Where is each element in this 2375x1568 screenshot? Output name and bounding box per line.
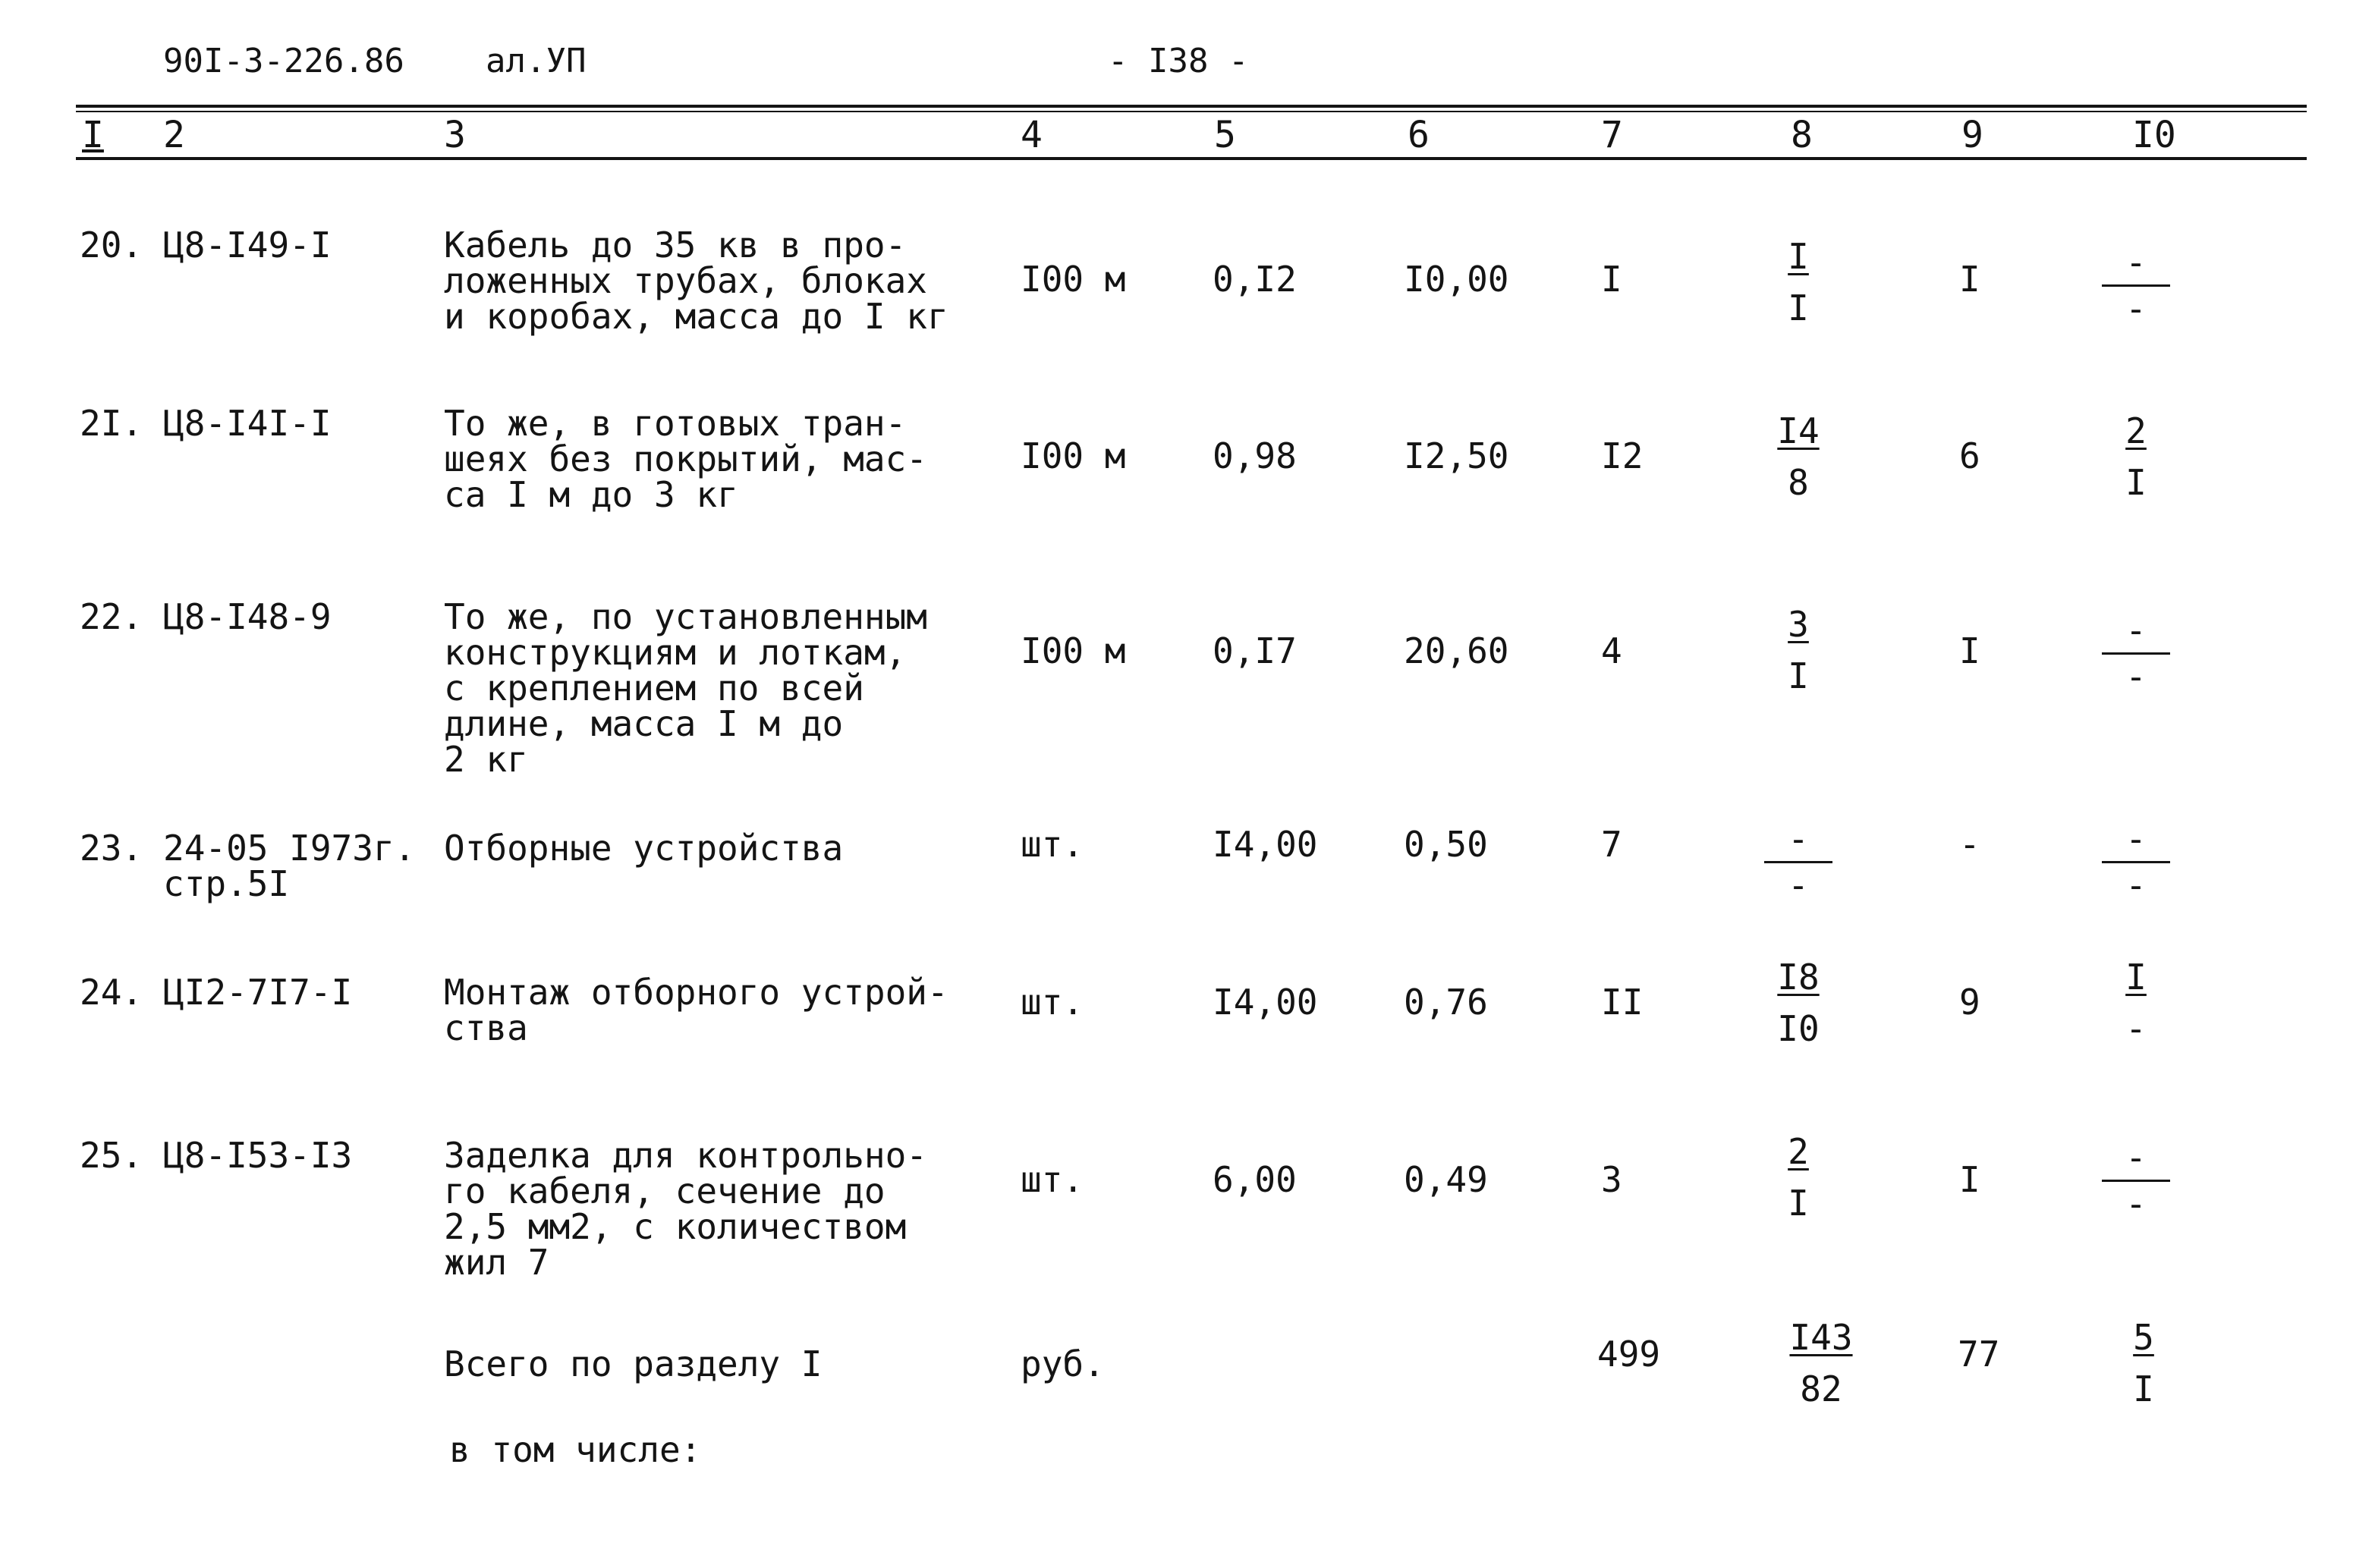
row-quantity: I4,00 (1213, 824, 1318, 865)
row-unit-price: 0,76 (1404, 982, 1488, 1023)
row-code: Ц8-I53-I3 (163, 1135, 353, 1176)
row-quantity: I4,00 (1213, 982, 1318, 1023)
row-col8-fraction (1745, 1131, 1851, 1224)
total-col10-numerator: 5 (2133, 1317, 2154, 1358)
row-col8-fraction (1745, 236, 1851, 328)
row-number: 25. (80, 1135, 143, 1176)
column-header-5: 5 (1214, 114, 1236, 156)
row-col10-fraction-denominator: - (2125, 288, 2147, 329)
row-description: Отборные устройства (444, 828, 844, 869)
row-description: То же, в готовых тран- шеях без покрытий, мас- са I м до 3 кг (444, 403, 927, 515)
row-col7: 4 (1601, 630, 1622, 671)
row-unit-price: 0,50 (1404, 824, 1488, 865)
row-unit: I00 м (1021, 630, 1126, 671)
row-col10-fraction-numerator: - (2125, 819, 2147, 859)
row-col8-fraction-numerator: I4 (1777, 410, 1820, 451)
row-quantity: 0,I7 (1213, 630, 1297, 671)
total-col9: 77 (1958, 1334, 2000, 1375)
row-col10-fraction-numerator: I (2125, 957, 2147, 998)
column-header-3: 3 (444, 114, 466, 156)
row-unit: шт. (1021, 1159, 1084, 1200)
row-col8-fraction-denominator: I (1788, 655, 1809, 696)
row-col10-fraction-denominator: - (2125, 865, 2147, 906)
row-col7: I2 (1601, 435, 1644, 476)
table-header-rule (76, 157, 2307, 160)
row-col9: I (1959, 259, 1980, 300)
row-code: 24-05 I973г. стр.5I (163, 828, 416, 904)
row-col8-fraction-numerator: 3 (1788, 604, 1809, 645)
row-col8-fraction-numerator: I8 (1777, 957, 1820, 998)
row-col10-fraction (2083, 819, 2189, 906)
row-col8-fraction-numerator: 2 (1788, 1131, 1809, 1172)
row-col10-fraction-numerator: - (2125, 610, 2147, 651)
document-code: 90I-3-226.86 (163, 42, 404, 80)
row-col8-fraction-denominator: 8 (1788, 462, 1809, 503)
row-col8-fraction-numerator: I (1788, 236, 1809, 277)
column-header-4: 4 (1021, 114, 1043, 156)
row-col10-fraction-bar (2102, 652, 2170, 655)
total-unit: руб. (1021, 1343, 1105, 1384)
row-col8-fraction (1745, 819, 1851, 906)
row-col8-fraction (1745, 957, 1851, 1049)
row-unit: I00 м (1021, 259, 1126, 300)
table-top-rule-thin (76, 111, 2307, 112)
row-unit: I00 м (1021, 435, 1126, 476)
row-col8-fraction-denominator: I0 (1777, 1008, 1820, 1049)
row-col10-fraction-numerator: - (2125, 1137, 2147, 1178)
column-header-1: I (82, 114, 104, 156)
row-col8-fraction-bar (1764, 861, 1832, 863)
row-number: 22. (80, 596, 143, 637)
row-col10-fraction-bar (2102, 861, 2170, 863)
row-col10-fraction (2083, 957, 2189, 1049)
row-number: 24. (80, 972, 143, 1013)
row-quantity: 6,00 (1213, 1159, 1297, 1200)
row-code: Ц8-I49-I (163, 225, 332, 266)
row-col10-fraction-denominator: - (2125, 656, 2147, 697)
column-header-10: I0 (2132, 114, 2176, 156)
row-col8-fraction-numerator: - (1788, 819, 1809, 859)
row-number: 20. (80, 225, 143, 266)
row-col10-fraction-denominator: I (2125, 462, 2147, 503)
including-label: в том числе: (449, 1429, 702, 1470)
row-col9: - (1959, 824, 1980, 865)
row-col10-fraction-denominator: - (2125, 1183, 2147, 1224)
row-col9: I (1959, 1159, 1980, 1200)
row-unit: шт. (1021, 824, 1084, 865)
column-header-7: 7 (1601, 114, 1623, 156)
row-col8-fraction-denominator: I (1788, 288, 1809, 328)
column-header-8: 8 (1791, 114, 1813, 156)
row-description: Заделка для контрольно- го кабеля, сечение до 2,5 мм2, с количеством жил 7 (444, 1135, 927, 1283)
row-col7: I (1601, 259, 1622, 300)
row-code: Ц8-I48-9 (163, 596, 332, 637)
row-unit-price: I2,50 (1404, 435, 1509, 476)
row-col10-fraction-numerator: - (2125, 242, 2147, 283)
total-col7: 499 (1597, 1334, 1661, 1375)
row-col10-fraction (2083, 1137, 2189, 1224)
table-top-rule (76, 105, 2307, 108)
row-col10-fraction-bar (2102, 1180, 2170, 1182)
row-code: Ц8-I4I-I (163, 403, 332, 444)
row-description: То же, по установленным конструкциям и лоткам, с креплением по всей длине, масса I м до 2 кг (444, 596, 927, 780)
row-col8-fraction (1745, 604, 1851, 696)
row-col10-fraction-bar (2102, 284, 2170, 287)
row-col7: 7 (1601, 824, 1622, 865)
row-code: ЦI2-7I7-I (163, 972, 353, 1013)
row-unit-price: 0,49 (1404, 1159, 1488, 1200)
row-col8-fraction-denominator: I (1788, 1183, 1809, 1224)
total-col8-numerator: I43 (1789, 1317, 1853, 1358)
row-col9: I (1959, 630, 1980, 671)
row-number: 2I. (80, 403, 143, 444)
row-description: Монтаж отборного устрой- ства (444, 972, 948, 1048)
column-header-2: 2 (163, 114, 185, 156)
column-header-6: 6 (1408, 114, 1430, 156)
row-quantity: 0,I2 (1213, 259, 1297, 300)
total-col8-denominator: 82 (1800, 1368, 1842, 1409)
page-number: - I38 - (1108, 42, 1249, 80)
album-label: ал.УП (486, 42, 587, 80)
row-col10-fraction (2083, 242, 2189, 329)
row-col10-fraction-denominator: - (2125, 1008, 2147, 1049)
row-col10-fraction (2083, 610, 2189, 697)
row-unit: шт. (1021, 982, 1084, 1023)
total-col10-fraction (2090, 1317, 2197, 1409)
total-col8-fraction (1768, 1317, 1874, 1409)
row-number: 23. (80, 828, 143, 869)
column-header-9: 9 (1961, 114, 1983, 156)
row-col8-fraction (1745, 410, 1851, 503)
total-col10-denominator: I (2133, 1368, 2154, 1409)
row-col10-fraction (2083, 410, 2189, 503)
row-col7: 3 (1601, 1159, 1622, 1200)
row-col7: II (1601, 982, 1644, 1023)
row-col8-fraction-denominator: - (1788, 865, 1809, 906)
row-col9: 6 (1959, 435, 1980, 476)
row-quantity: 0,98 (1213, 435, 1297, 476)
row-description: Кабель до 35 кв в про- ложенных трубах, блоках и коробах, масса до I кг (444, 225, 948, 337)
row-col9: 9 (1959, 982, 1980, 1023)
row-unit-price: I0,00 (1404, 259, 1509, 300)
row-col10-fraction-numerator: 2 (2125, 410, 2147, 451)
row-unit-price: 20,60 (1404, 630, 1509, 671)
total-label: Всего по разделу I (444, 1343, 823, 1384)
